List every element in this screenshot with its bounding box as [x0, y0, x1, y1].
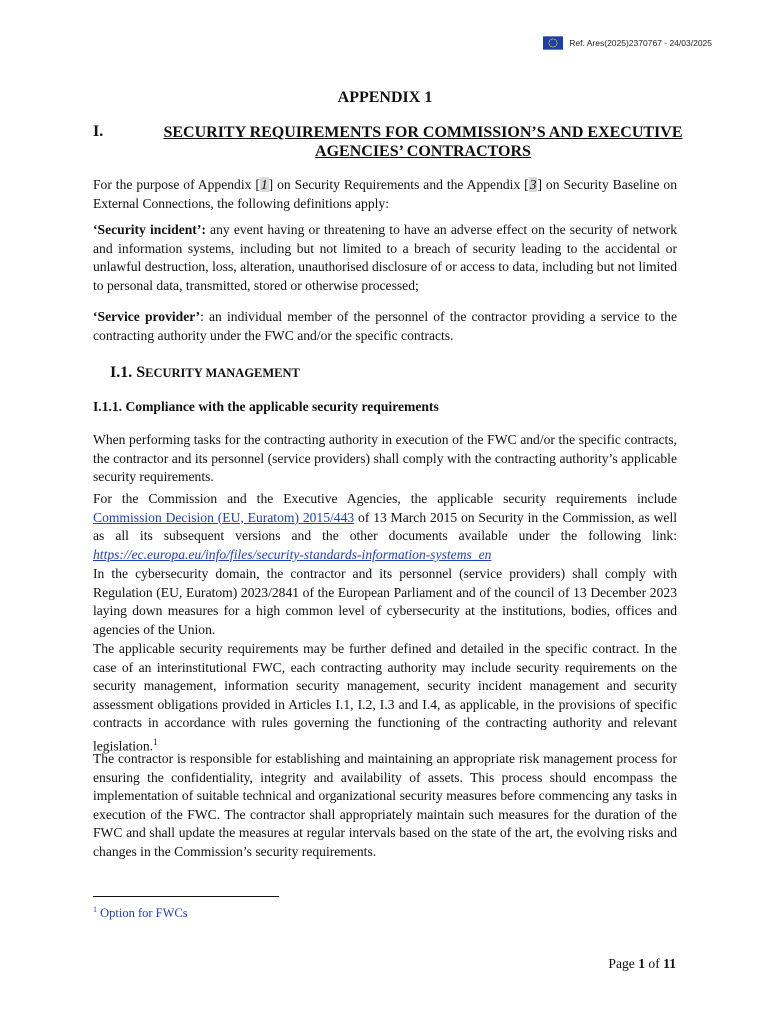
intro-text-3: ] on Security Baseline on External Connections, the following definitions apply:	[93, 177, 678, 211]
definition-text: any event having or threatening to have an adverse effect on the security of network and information systems, including but not limited to a breach of security leading to the accidental or unlawful destruction, loss, alteration, unauthorised disclosure of or access to data, including but not limited to personal data, transmitted, stored or otherwise processed;	[93, 222, 677, 293]
paragraph-text: For the Commission and the Executive Agencies, the applicable security requirements include	[93, 491, 677, 506]
page-label: Page	[608, 956, 639, 971]
reference-header	[543, 36, 712, 50]
appendix-placeholder-1: 1	[260, 177, 268, 192]
subsection-title: ECURITY MANAGEMENT	[145, 366, 300, 380]
intro-text-1: For the purpose of Appendix [	[93, 177, 260, 192]
paragraph-risk-management: The contractor is responsible for establishing and maintaining an appropriate risk management process for ensuring the confidentiality, integrity and availability of assets. This process should encompass the implementation of suitable technical and organizational security measures before commencing any tasks in execution of the FWC. The contractor shall appropriately maintain such measures for the duration of the FWC and shall update the measures at regular intervals based on the state of the art, the evolving risks and changes in the Commission’s security requirements.	[93, 751, 677, 859]
commission-decision-link[interactable]: Commission Decision (EU, Euratom) 2015/443	[93, 509, 355, 525]
section-title: SECURITY REQUIREMENTS FOR COMMISSION’S AND EXECUTIVE AGENCIES’ CONTRACTORS	[163, 124, 683, 160]
intro-paragraph	[93, 176, 677, 213]
definition-term: ‘Service provider’	[93, 309, 201, 324]
page-of: of	[645, 956, 664, 971]
paragraph-text: of 13 March 2015 on Security in the Commission, as well as all its subsequent versions and the other documents available under the following link:	[93, 509, 677, 544]
page-number	[608, 956, 676, 972]
section-heading	[93, 123, 683, 161]
appendix-title: APPENDIX 1	[337, 89, 433, 106]
paragraph-requirements	[93, 640, 677, 756]
subsection-heading	[110, 364, 300, 382]
eu-flag-icon	[543, 36, 563, 50]
footnote-reference[interactable]: 1	[153, 736, 158, 747]
paragraph-compliance: When performing tasks for the contracting authority in execution of the FWC and/or the specific contracts, the contractor and its personnel (service providers) shall comply with the contracting authority’s applicable security requirements.	[93, 432, 677, 485]
subsubsection-heading: I.1.1. Compliance with the applicable security requirements	[93, 399, 439, 414]
appendix-placeholder-3: 3	[529, 177, 537, 192]
footnote-divider	[93, 896, 279, 897]
definition-term: ‘Security incident’:	[93, 222, 206, 237]
definition-service-provider	[93, 308, 677, 345]
footnote	[93, 905, 188, 921]
subsection-number: I.1.	[110, 364, 133, 381]
paragraph-commission	[93, 490, 677, 564]
paragraph-cybersecurity: In the cybersecurity domain, the contractor and its personnel (service providers) shall comply with Regulation (EU, Euratom) 2023/2841 of the European Parliament and of the council of 13 December 2023 laying down measures for a high common level of cybersecurity at the institutions, bodies, offices and agencies of the Union.	[93, 566, 677, 637]
page-current: 1	[638, 956, 646, 971]
definition-text: : an individual member of the personnel of the contractor providing a service to the contracting authority under the FWC and/or the specific contracts.	[93, 309, 677, 343]
section-number: I.	[93, 123, 104, 140]
reference-number: Ref. Ares(2025)2370767 - 24/03/2025	[569, 38, 712, 48]
definition-security-incident	[93, 221, 677, 295]
subsection-initial: S	[136, 364, 146, 381]
footnote-text: Option for FWCs	[97, 906, 188, 921]
page-total: 11	[663, 956, 676, 971]
intro-text-2: ] on Security Requirements and the Appendix [	[268, 177, 529, 192]
paragraph-text: The applicable security requirements may be further defined and detailed in the specific contract. In the case of an interinstitutional FWC, each contracting authority may include security requirements on the security management, information security management, security incident management and security assessment obligations provided in Articles I.1, I.2, I.3 and I.4, as applicable, in the provisions of specific contracts in accordance with rules governing the functioning of the contracting authority and relevant legislation.	[93, 641, 677, 754]
footnote-mark: 1	[93, 905, 97, 914]
security-standards-link[interactable]: https://ec.europa.eu/info/files/security-standards-information-systems_en	[93, 546, 492, 562]
